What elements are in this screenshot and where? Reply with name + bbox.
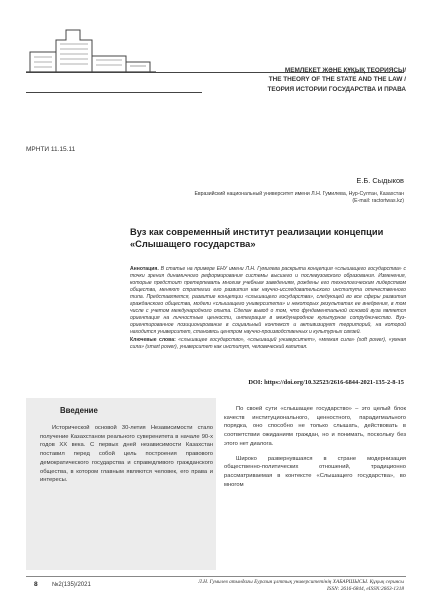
affiliation-line: Евразийский национальный университет имени Л.Н. Гумилева, Нур-Султан, Казахстан	[194, 191, 404, 197]
page-number: 8	[34, 581, 38, 588]
abstract-paragraph	[130, 266, 406, 336]
journal-footer	[134, 579, 404, 593]
rubric-line: ТЕОРИЯ ИСТОРИИ ГОСУДАРСТВА И ПРАВА	[267, 85, 406, 93]
keywords-paragraph	[130, 337, 406, 351]
journal-issn: ISSN: 2616-6844, eISSN:2663-1318	[327, 586, 404, 592]
affiliation-email: (E-mail: ractortwas.kz)	[352, 198, 404, 204]
body-paragraph: По своей сути «слышащее государство» – это целый блок качеств институционального, ценностного, парадигмального порядка, оно способно не только слышать, действовать в соответствии ожиданиям граждан, но и понимать, поскольку без этого нет диалога.	[224, 406, 406, 447]
rubric-line: МЕМЛЕКЕТ ЖӘНЕ ҚҰҚЫҚ ТЕОРИЯСЫ/	[284, 67, 406, 74]
author-name: Е.Б. Сыдыков	[356, 176, 404, 185]
doi-link[interactable]: DOI: https://doi.org/10.32523/2616-6844-2021-135-2-8-15	[248, 379, 404, 386]
author-affiliation	[144, 191, 404, 205]
article-title	[130, 226, 406, 250]
body-paragraph: Широко развернувшаяся в стране модернизация общественно-политических отношений, традиционно рассматриваемая в контексте «Слышащего государства», во многом	[224, 455, 406, 488]
keywords-text: «слышащее государство», «слышащий университет», «мягкая сила» (soft power), «умная сила» (smart power), университет как институт, человеческий капитал.	[130, 337, 406, 350]
title-line: «Слышащего государства»	[130, 239, 256, 249]
mrnti-code: МРНТИ 11.15.11	[26, 146, 76, 153]
abstract-text: В статье на примере ЕНУ имени Л.Н. Гумилева раскрыта концепция «слышащего государства» с точки зрения динамичного реформирования системы высшего и послевузовского образования. Изменения, которые предстоит претерпевать многим учебным заведениям, рождены его технологическим лидерством общества, меняют стратегии его развития как научно-исследовательского института отечественного типа. Представляется, развитие концепции «слышащего государства», следующей во все сферы развития гражданского общества, модели «слышащего университета» и некоторых результатах ее внедрения, в том числе с учетом международного опыта. Сделан вывод о том, что фундаментальной основой вуза является ориентация на личностные ценности, интеграция в международное культурное сотрудничество. Вуз-ориентированное позиционирование в социальный контекст и активизирует территорий, на которой находится университет, становясь центром научно-производственных и культурных связей.	[130, 266, 406, 335]
university-building-logo	[26, 22, 156, 74]
title-line: Вуз как современный институт реализации концепции	[130, 227, 384, 237]
keywords-label: Ключевые слова:	[130, 337, 176, 343]
abstract-block	[130, 266, 406, 352]
header-rule-left	[26, 92, 202, 93]
abstract-label: Аннотация.	[130, 266, 159, 272]
footer-rule	[26, 576, 406, 577]
body-column-right	[224, 405, 406, 495]
rubric-line: THE THEORY OF THE STATE AND THE LAW /	[268, 76, 406, 84]
issue-number: №2(135)/2021	[52, 582, 91, 588]
introduction-heading: Введение	[60, 406, 98, 415]
journal-name: Л.Н. Гумилев атындағы Еуразия ұлттық университетінің ХАБАРШЫСЫ. Құқық сериясы	[198, 579, 404, 585]
introduction-paragraph: Исторической основой 30-летия Независимости стало получение Казахстаном реального суверенитета в начале 90-х годов ХХ века. С первых дней независимости Казахстан поставил перед собой цель построения правового демократического государства и справедливого гражданского общества, в котором главным являются человек, его права и интересы.	[40, 425, 213, 484]
introduction-text	[40, 424, 213, 486]
section-rubric	[210, 66, 406, 94]
